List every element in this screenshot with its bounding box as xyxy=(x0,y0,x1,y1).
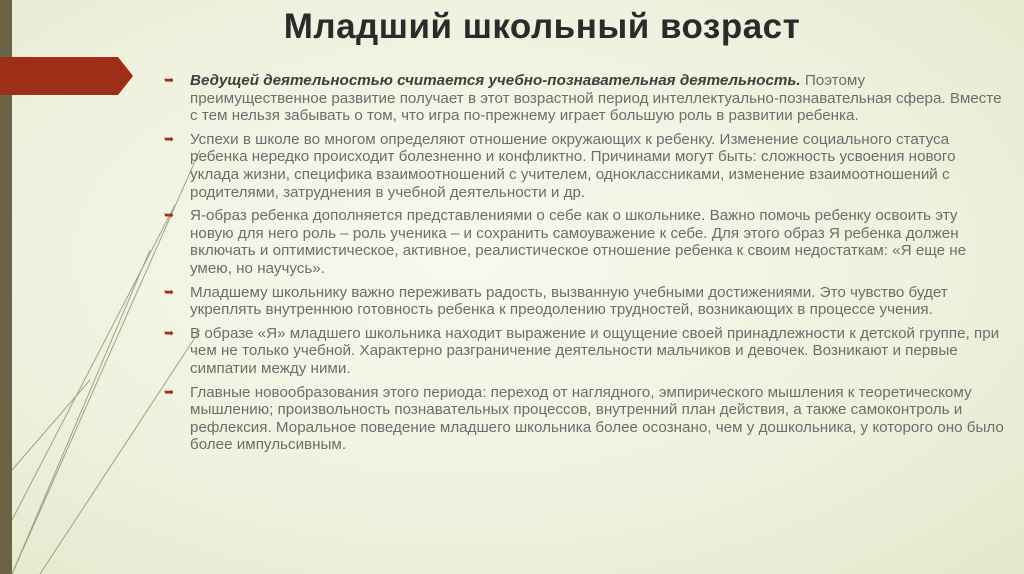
slide-title: Младший школьный возраст xyxy=(283,7,801,46)
bullet-list xyxy=(164,72,1004,460)
arrow-bullet-icon: ➥ xyxy=(164,73,175,87)
arrow-bullet-icon: ➥ xyxy=(164,208,175,223)
bullet-item xyxy=(164,131,1004,201)
bullet-item xyxy=(164,72,1004,125)
bullet-item xyxy=(164,325,1004,378)
arrow-bullet-icon: ➥ xyxy=(164,325,175,340)
arrow-bullet-icon: ➥ xyxy=(164,284,175,299)
bullet-item xyxy=(164,284,1004,319)
bullet-text: Главные новообразования этого периода: переход от наглядного, эмпирического мышления к теоретическому мышлению; произвольность познавательных процессов, внутренний план действия, а также самоконтроль и рефлексия. Моральное поведение младшего школьника более осознано, чем у дошкольника, у которого оно было более импульсивным. xyxy=(190,383,1004,454)
accent-arrow-tab xyxy=(0,57,133,95)
bullet-text: Младшему школьнику важно переживать радость, вызванную учебными достижениями. Это чувство будет укреплять внутреннюю готовность ребенка к преодолению трудностей, возникающих в процессе учения. xyxy=(190,283,948,319)
bullet-lead-text: Ведущей деятельностью считается учебно-познавательная деятельность. xyxy=(190,72,801,89)
bullet-text: Я-образ ребенка дополняется представлениями о себе как о школьнике. Важно помочь ребенку освоить эту новую для него роль – роль ученика – и сохранить самоуважение к себе. Для этого образ Я ребенка должен включать и оптимистическое, активное, реалистическое отношение ребенка к своим недостаткам: «Я еще не умею, но научусь». xyxy=(190,207,967,277)
bullet-item xyxy=(164,384,1004,454)
arrow-bullet-icon: ➥ xyxy=(164,131,175,146)
bullet-text: Поэтому преимущественное развитие получает в этот возрастной период интеллектуально-познавательная сфера. Вместе с тем нельзя забывать о том, что игра по-прежнему играет большую роль в развитии ребенка. xyxy=(190,72,1002,125)
bullet-text: В образе «Я» младшего школьника находит выражение и ощущение своей принадлежности к детской группе, при чем не только учебной. Характерно разграничение деятельности мальчиков и девочек. Возникают и первые симпатии между ними. xyxy=(190,324,1000,377)
bullet-item xyxy=(164,207,1004,277)
bullet-text: Успехи в школе во многом определяют отношение окружающих к ребенку. Изменение социального статуса ребенка нередко происходит болезненно и конфликтно. Причинами могут быть: сложность усвоения нового уклада жизни, специфика взаимоотношений с учителем, одноклассниками, изменение взаимоотношений с родителями, затруднения в учебной деятельности и др. xyxy=(190,130,956,201)
arrow-bullet-icon: ➥ xyxy=(164,384,175,399)
